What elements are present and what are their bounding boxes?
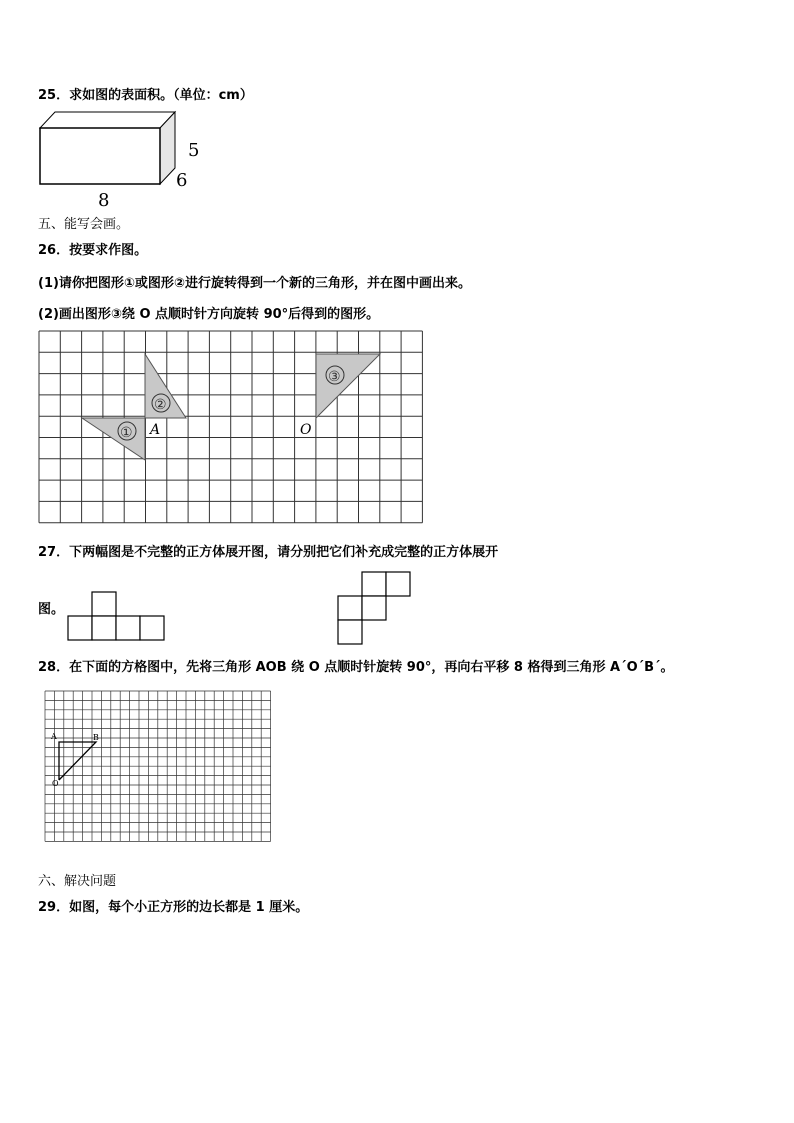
section-6-title: 六、解决问题 xyxy=(38,874,117,889)
net-right-square-4 xyxy=(362,596,386,620)
net-left-square-4 xyxy=(140,616,164,640)
question-26-part2: (2)画出图形③绕 O 点顺时针方向旋转 90°后得到的图形。 xyxy=(38,307,380,322)
point-a-label-q28: A xyxy=(51,732,57,741)
net-left-square-1 xyxy=(68,616,92,640)
net-left-square-2 xyxy=(92,616,116,640)
triangle-1 xyxy=(82,418,145,460)
triangle-3-label: ③ xyxy=(328,369,341,385)
question-28-text: 28．在下面的方格图中，先将三角形 AOB 绕 O 点顺时针旋转 90°，再向右平移 8 格得到三角形 A´O´B´。 xyxy=(38,660,674,675)
cuboid-width-label: 6 xyxy=(176,170,188,191)
triangle-1-label: ① xyxy=(120,425,133,441)
cube-net-left xyxy=(66,590,166,642)
question-26-part1: (1)请你把图形①或图形②进行旋转得到一个新的三角形，并在图中画出来。 xyxy=(38,276,471,291)
question-29-text: 29．如图，每个小正方形的边长都是 1 厘米。 xyxy=(38,900,309,915)
cuboid-top-face xyxy=(40,112,175,128)
point-o-label-q28: O xyxy=(52,779,59,788)
question-25-text: 25．求如图的表面积。（单位：cm） xyxy=(38,88,253,103)
point-a-label: A xyxy=(150,422,161,438)
point-b-label-q28: B xyxy=(93,733,99,742)
grid-q28 xyxy=(44,690,272,850)
net-right-square-1 xyxy=(362,572,386,596)
net-right-square-2 xyxy=(386,572,410,596)
net-right-square-5 xyxy=(338,620,362,644)
section-5-title: 五、能写会画。 xyxy=(38,217,130,232)
cuboid-length-label: 8 xyxy=(98,190,110,210)
net-left-square-top xyxy=(92,592,116,616)
question-27-text: 27．下两幅图是不完整的正方体展开图，请分别把它们补充成完整的正方体展开 xyxy=(38,545,499,560)
grid-q28-lines xyxy=(45,691,271,841)
cuboid-height-label: 5 xyxy=(188,140,200,161)
question-26-text: 26．按要求作图。 xyxy=(38,243,148,258)
grid-q26 xyxy=(38,330,424,527)
net-right-square-3 xyxy=(338,596,362,620)
cuboid-front-face xyxy=(40,128,160,184)
question-27-text-cont: 图。 xyxy=(38,602,65,617)
triangle-2-label: ② xyxy=(154,397,167,413)
net-left-square-3 xyxy=(116,616,140,640)
cuboid-figure xyxy=(30,105,220,210)
triangle-3 xyxy=(316,354,380,418)
cube-net-right xyxy=(336,570,412,646)
point-o-label: O xyxy=(300,422,312,438)
